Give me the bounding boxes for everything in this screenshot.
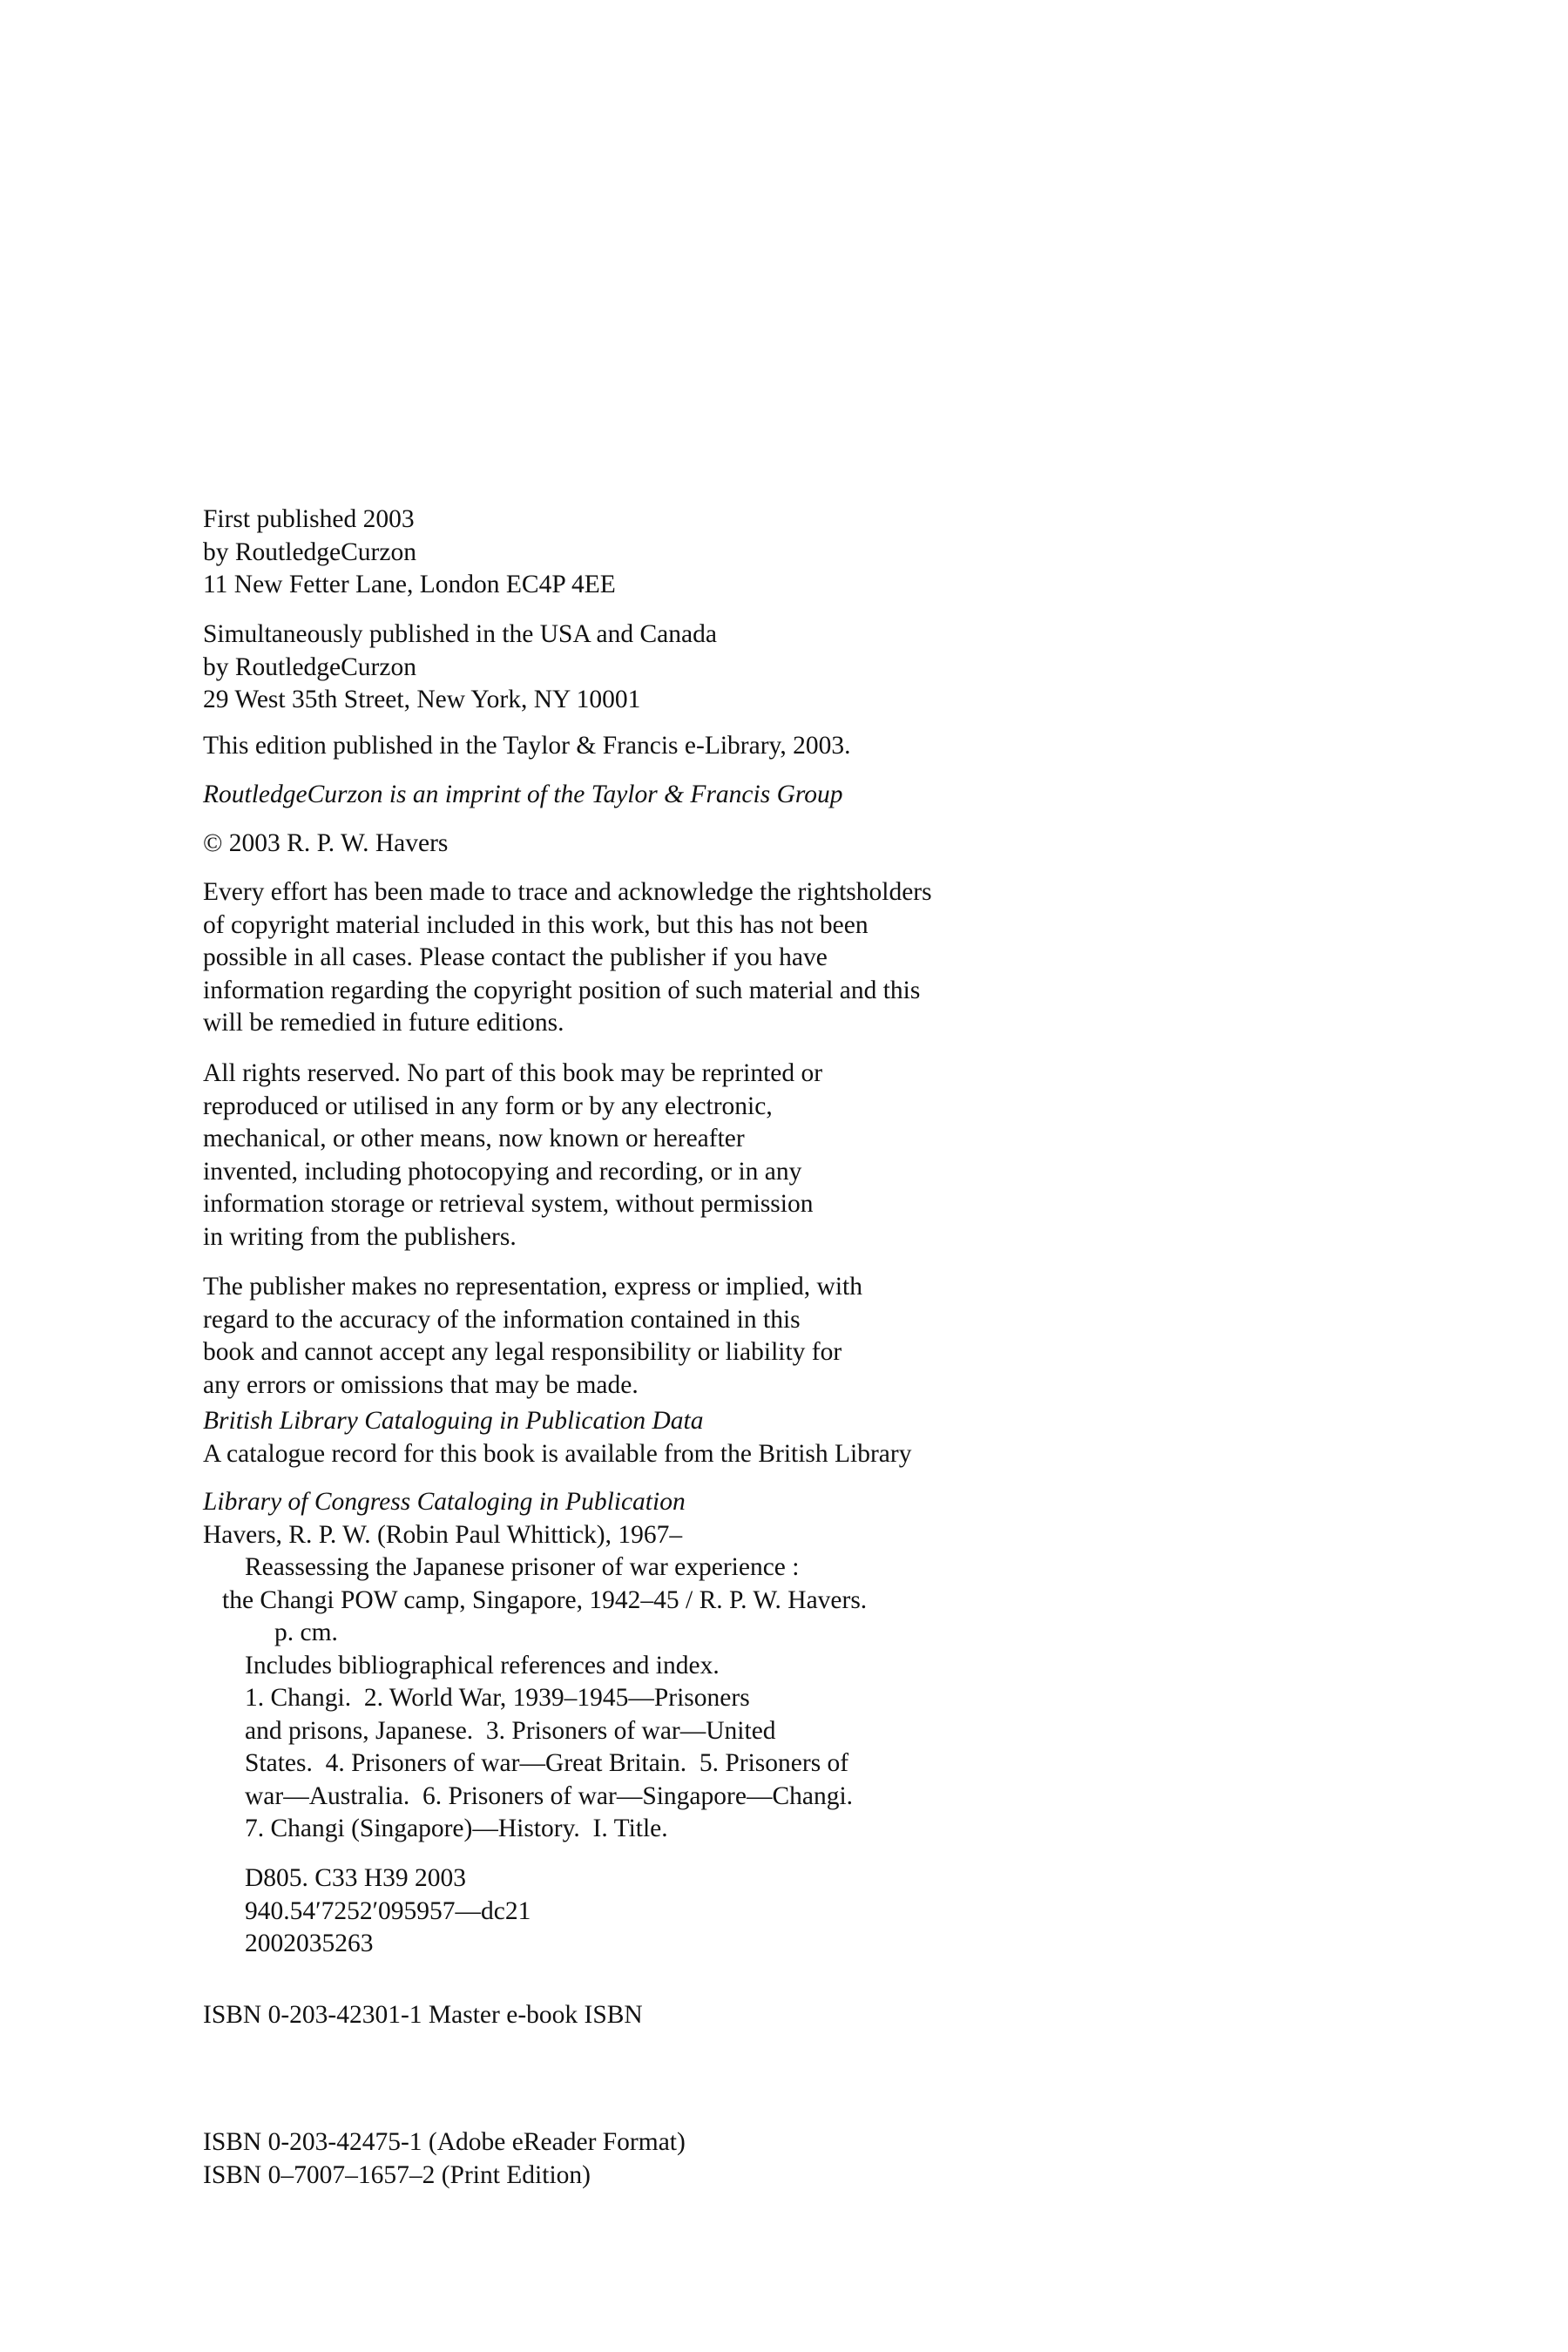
loc-subject-line: 7. Changi (Singapore)—History. I. Title.	[245, 1815, 668, 1842]
loc-subject-line: States. 4. Prisoners of war—Great Britain. 5. Prisoners of	[245, 1749, 849, 1777]
rights-line: invented, including photocopying and recording, or in any	[203, 1157, 802, 1186]
classification-line: D805. C33 H39 2003	[245, 1864, 467, 1892]
loc-subject-line: Includes bibliographical references and index.	[245, 1651, 720, 1680]
rights-line: reproduced or utilised in any form or by any electronic,	[203, 1092, 773, 1120]
rightsholders-line: possible in all cases. Please contact the publisher if you have	[203, 943, 828, 971]
isbn-master-block	[203, 1999, 1161, 2032]
rightsholders-line: Every effort has been made to trace and acknowledge the rightsholders	[203, 878, 932, 906]
first-published-line: First published 2003	[203, 505, 415, 533]
rightsholders-notice-block	[203, 876, 1161, 1040]
publisher-address-line: 11 New Fetter Lane, London EC4P 4EE	[203, 571, 616, 598]
rights-line: in writing from the publishers.	[203, 1222, 517, 1251]
loc-author: Havers, R. P. W. (Robin Paul Whittick), 1967–	[203, 1520, 683, 1549]
british-library-text: A catalogue record for this book is available from the British Library	[203, 1439, 912, 1468]
rights-line: All rights reserved. No part of this book may be reprinted or	[203, 1059, 823, 1087]
publisher-line: by RoutledgeCurzon	[203, 537, 416, 566]
rights-line: information storage or retrieval system, without permission	[203, 1190, 814, 1218]
representation-notice-block	[203, 1271, 1161, 1402]
first-publication-block	[203, 504, 1161, 602]
representation-line: regard to the accuracy of the information contained in this	[203, 1305, 801, 1334]
loc-subject-line: war—Australia. 6. Prisoners of war—Singapore—Changi.	[245, 1781, 854, 1810]
imprint-note: RoutledgeCurzon is an imprint of the Taylor & Francis Group	[203, 781, 843, 808]
edition-note-block	[203, 730, 1161, 763]
isbn-print-line: ISBN 0–7007–1657–2 (Print Edition)	[203, 2160, 591, 2189]
representation-line: The publisher makes no representation, express or implied, with	[203, 1273, 862, 1301]
isbn-adobe-line: ISBN 0-203-42475-1 (Adobe eReader Format)	[203, 2128, 686, 2156]
loc-subject-line: and prisons, Japanese. 3. Prisoners of war—United	[245, 1716, 776, 1745]
loc-title-line: the Changi POW camp, Singapore, 1942–45 / R. P. W. Havers.	[222, 1585, 868, 1614]
isbn-editions-block	[203, 2126, 1161, 2192]
isbn-master-line: ISBN 0-203-42301-1 Master e-book ISBN	[203, 2001, 643, 2029]
british-library-block	[203, 1405, 1161, 1470]
loc-heading: Library of Congress Cataloging in Publication	[203, 1488, 686, 1516]
usa-address-line: 29 West 35th Street, New York, NY 10001	[203, 686, 641, 713]
usa-publication-block	[203, 618, 1161, 717]
imprint-note-block	[203, 779, 1161, 812]
rightsholders-line: information regarding the copyright position of such material and this	[203, 976, 921, 1004]
rightsholders-line: of copyright material included in this work, but this has not been	[203, 910, 868, 939]
classification-line: 2002035263	[245, 1930, 374, 1957]
british-library-heading: British Library Cataloguing in Publication Data	[203, 1407, 704, 1435]
rightsholders-line: will be remedied in future editions.	[203, 1009, 564, 1037]
loc-subject-line: 1. Changi. 2. World War, 1939–1945—Prisoners	[245, 1684, 750, 1712]
library-of-congress-block	[203, 1486, 1161, 1846]
rights-reserved-block	[203, 1058, 1161, 1254]
representation-line: book and cannot accept any legal responsibility or liability for	[203, 1338, 842, 1366]
usa-published-line: Simultaneously published in the USA and Canada	[203, 620, 717, 648]
loc-title-line: Reassessing the Japanese prisoner of war experience :	[245, 1553, 800, 1581]
copyright-block	[203, 828, 1161, 861]
usa-publisher-line: by RoutledgeCurzon	[203, 652, 416, 681]
rights-line: mechanical, or other means, now known or hereafter	[203, 1125, 745, 1152]
classification-line: 940.54′7252′095957—dc21	[245, 1896, 531, 1925]
representation-line: any errors or omissions that may be made.	[203, 1370, 639, 1399]
copyright-line: © 2003 R. P. W. Havers	[203, 829, 449, 857]
edition-note: This edition published in the Taylor & Francis e-Library, 2003.	[203, 732, 851, 760]
loc-pages: p. cm.	[274, 1619, 338, 1646]
classification-block	[203, 1862, 1161, 1961]
